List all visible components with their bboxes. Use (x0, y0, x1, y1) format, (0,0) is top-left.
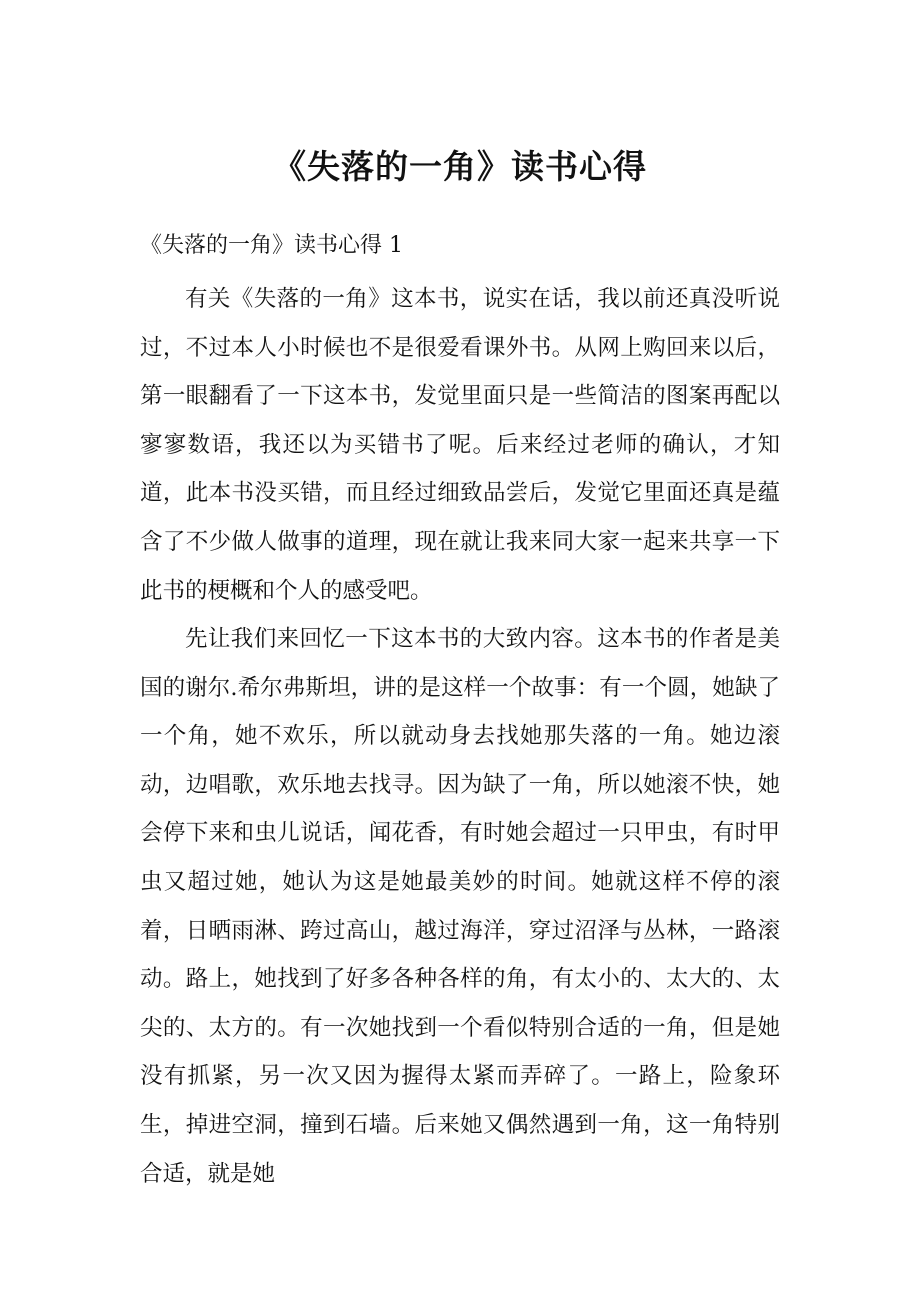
document-title: 《失落的一角》读书心得 (273, 147, 647, 186)
paragraph: 先让我们来回忆一下这本书的大致内容。这本书的作者是美国的谢尔.希尔弗斯坦，讲的是这样一个故事：有一个圆，她缺了一个角，她不欢乐，所以就动身去找她那失落的一角。她边滚动，边唱歌，欢乐地去找寻。因为缺了一角，所以她滚不快，她会停下来和虫儿说话，闻花香，有时她会超过一只甲虫，有时甲虫又超过她，她认为这是她最美妙的时间。她就这样不停的滚着，日晒雨淋、跨过高山，越过海洋，穿过沼泽与丛林，一路滚动。路上，她找到了好多各种各样的角，有太小的、太大的、太尖的、太方的。有一次她找到一个看似特别合适的一角，但是她没有抓紧，另一次又因为握得太紧而弄碎了。一路上，险象环生，掉进空洞，撞到石墙。后来她又偶然遇到一角，这一角特别合适，就是她 (140, 626, 780, 1187)
section-heading: 《失落的一角》读书心得 1 (140, 233, 403, 258)
paragraph: 有关《失落的一角》这本书，说实在话，我以前还真没听说过，不过本人小时候也不是很爱看课外书。从网上购回来以后，第一眼翻看了一下这本书，发觉里面只是一些简洁的图案再配以寥寥数语，我还以为买错书了呢。后来经过老师的确认，才知道，此本书没买错，而且经过细致品尝后，发觉它里面还真是蕴含了不少做人做事的道理，现在就让我来同大家一起来共享一下此书的梗概和个人的感受吧。 (140, 286, 780, 604)
